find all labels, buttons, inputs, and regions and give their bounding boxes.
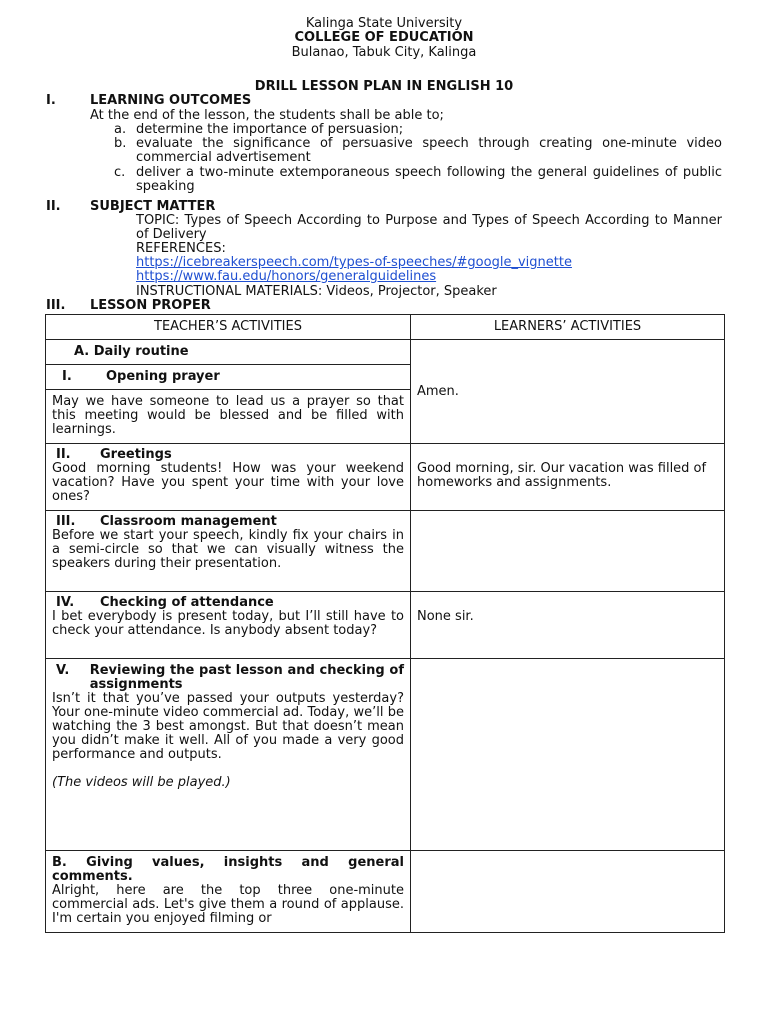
section-2-title: SUBJECT MATTER: [90, 199, 216, 214]
attendance-num: IV.: [56, 595, 75, 610]
greetings-cell: [46, 444, 411, 511]
opening-prayer-title: Opening prayer: [106, 369, 220, 384]
outcome-b-letter: b.: [114, 136, 127, 151]
classroom-title: Classroom management: [100, 514, 277, 529]
attendance-cell: [46, 592, 411, 659]
learner-activities-header: LEARNERS’ ACTIVITIES: [411, 315, 725, 340]
review-cell: [46, 659, 411, 851]
table-row: [46, 851, 725, 933]
outcome-a-text: determine the importance of persuasion;: [136, 122, 404, 137]
section-3-numeral: III.: [46, 298, 66, 313]
values-text: Alright, here are the top three one-minute commercial ads. Let's give them a round of applause. I'm certain you enjoyed filming or: [52, 883, 404, 926]
lesson-proper-table: [45, 314, 725, 933]
opening-prayer-heading: [46, 365, 411, 390]
values-cell: [46, 851, 411, 933]
outcome-c-letter: c.: [114, 165, 126, 180]
university-name: Kalinga State University: [305, 16, 463, 31]
classroom-management-cell: [46, 511, 411, 592]
greetings-title: Greetings: [100, 447, 172, 462]
outcome-a-letter: a.: [114, 122, 127, 137]
table-row: [46, 592, 725, 659]
review-reply: [411, 659, 725, 851]
reference-link-icebreaker[interactable]: https://icebreakerspeech.com/types-of-speeches/#google_vignette: [136, 255, 572, 270]
review-text: Isn’t it that you’ve passed your outputs yesterday? Your one-minute video commercial ad. Today, we’ll be watching the 3 best amongst. But that doesn’t mean you didn’t make it well. All of you made a very good performance and outputs.: [52, 691, 404, 762]
classroom-reply: [411, 511, 725, 592]
teacher-activities-header: TEACHER’S ACTIVITIES: [46, 315, 411, 340]
values-title: B. Giving values, insights and general comments.: [52, 855, 404, 884]
attendance-reply: None sir.: [411, 592, 725, 659]
outcome-b-text: evaluate the significance of persuasive speech through creating one-minute video commercial advertisement: [136, 136, 722, 165]
classroom-num: III.: [56, 514, 76, 529]
daily-routine-heading: A. Daily routine: [46, 340, 411, 365]
table-row: [46, 340, 725, 365]
review-note: (The videos will be played.): [52, 775, 231, 790]
section-3-title: LESSON PROPER: [90, 298, 211, 313]
classroom-text: Before we start your speech, kindly fix your chairs in a semi-circle so that we can visually witness the speakers during their presentation.: [52, 528, 404, 571]
references-label: REFERENCES:: [136, 241, 226, 256]
reference-link-fau[interactable]: https://www.fau.edu/honors/generalguidelines: [136, 269, 437, 284]
section-1-title: LEARNING OUTCOMES: [90, 93, 252, 108]
greetings-num: II.: [56, 447, 71, 462]
opening-prayer-reply: Amen.: [411, 340, 725, 444]
review-num: V.: [56, 663, 70, 678]
table-row: [46, 659, 725, 851]
table-header-row: [46, 315, 725, 340]
opening-prayer-num: I.: [62, 369, 72, 384]
table-row: [46, 511, 725, 592]
subject-topic: TOPIC: Types of Speech According to Purpose and Types of Speech According to Manner of Delivery: [136, 213, 722, 242]
opening-prayer-text: May we have someone to lead us a prayer so that this meeting would be blessed and be filled with learnings.: [46, 390, 411, 444]
review-title: Reviewing the past lesson and checking of assignments: [89, 663, 404, 692]
section-1-numeral: I.: [46, 93, 56, 108]
attendance-text: I bet everybody is present today, but I’ll still have to check your attendance. Is anybody absent today?: [52, 609, 404, 638]
values-reply: [411, 851, 725, 933]
outcome-c-text: deliver a two-minute extemporaneous speech following the general guidelines of public speaking: [136, 165, 722, 194]
outcomes-intro: At the end of the lesson, the students shall be able to;: [90, 108, 444, 123]
table-row: [46, 444, 725, 511]
section-2-numeral: II.: [46, 199, 61, 214]
attendance-title: Checking of attendance: [100, 595, 274, 610]
greetings-text: Good morning students! How was your weekend vacation? Have you spent your time with your love ones?: [52, 461, 404, 504]
greetings-reply: Good morning, sir. Our vacation was filled of homeworks and assignments.: [411, 444, 725, 511]
instructional-materials: INSTRUCTIONAL MATERIALS: Videos, Projector, Speaker: [136, 284, 497, 299]
document-title: DRILL LESSON PLAN IN ENGLISH 10: [254, 79, 514, 94]
college-name: COLLEGE OF EDUCATION: [294, 30, 474, 45]
address: Bulanao, Tabuk City, Kalinga: [291, 45, 477, 60]
